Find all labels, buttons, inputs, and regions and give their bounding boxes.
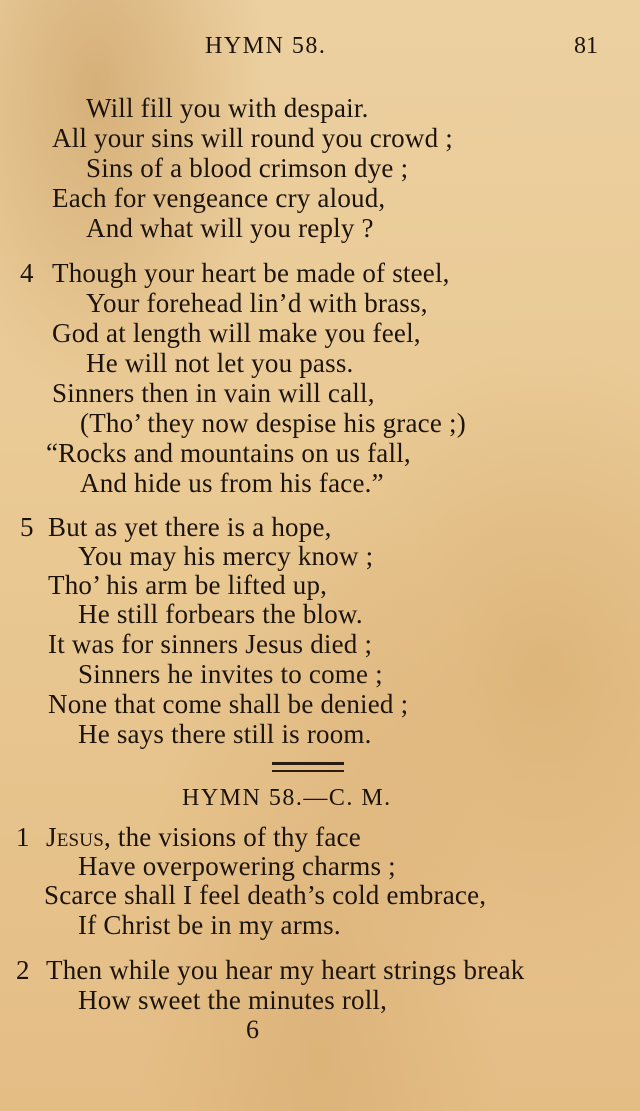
stanza-number: 5 [20,512,34,542]
verse-line: Tho’ his arm be lifted up, [48,570,328,600]
verse-line: If Christ be in my arms. [78,910,341,940]
section-divider [272,770,344,772]
verse-line: Your forehead lin’d with brass, [86,288,428,318]
signature-mark: 6 [246,1015,259,1044]
stanza-number: 4 [20,258,34,288]
stanza-number: 2 [16,955,30,985]
verse-line [46,822,361,852]
verse-line: Sins of a blood crimson dye ; [86,153,409,183]
verse-line: He will not let you pass. [86,348,354,378]
verse-line: Have overpowering charms ; [78,851,396,881]
hymn-heading: HYMN 58.—C. M. [182,785,392,811]
verse-line: (Tho’ they now despise his grace ;) [80,408,466,438]
running-header: HYMN 58. [205,33,327,59]
verse-line: He says there still is room. [78,719,372,749]
verse-line: Will fill you with despair. [86,93,369,123]
verse-line: None that come shall be denied ; [48,689,409,719]
verse-line: God at length will make you feel, [52,318,421,348]
section-divider [272,762,344,765]
verse-line: He still forbears the blow. [78,599,363,629]
verse-line: All your sins will round you crowd ; [52,123,453,153]
verse-line: You may his mercy know ; [78,541,374,571]
drop-word: Jesus, [46,822,111,852]
page-number: 81 [574,33,598,59]
stanza-number: 1 [16,822,30,852]
verse-line: Though your heart be made of steel, [52,258,450,288]
verse-line: Each for vengeance cry aloud, [52,183,386,213]
verse-line: But as yet there is a hope, [48,512,332,542]
verse-line: And what will you reply ? [86,213,374,243]
verse-line: How sweet the minutes roll, [78,985,388,1015]
verse-line: Sinners he invites to come ; [78,659,383,689]
verse-line: “Rocks and mountains on us fall, [46,438,411,468]
verse-line: And hide us from his face.” [80,468,384,498]
verse-line-rest: the visions of thy face [117,822,361,852]
verse-line: Then while you hear my heart strings break [46,955,525,985]
verse-line: Sinners then in vain will call, [52,378,375,408]
verse-line: Scarce shall I feel death’s cold embrace, [44,880,487,910]
verse-line: It was for sinners Jesus died ; [48,629,373,659]
